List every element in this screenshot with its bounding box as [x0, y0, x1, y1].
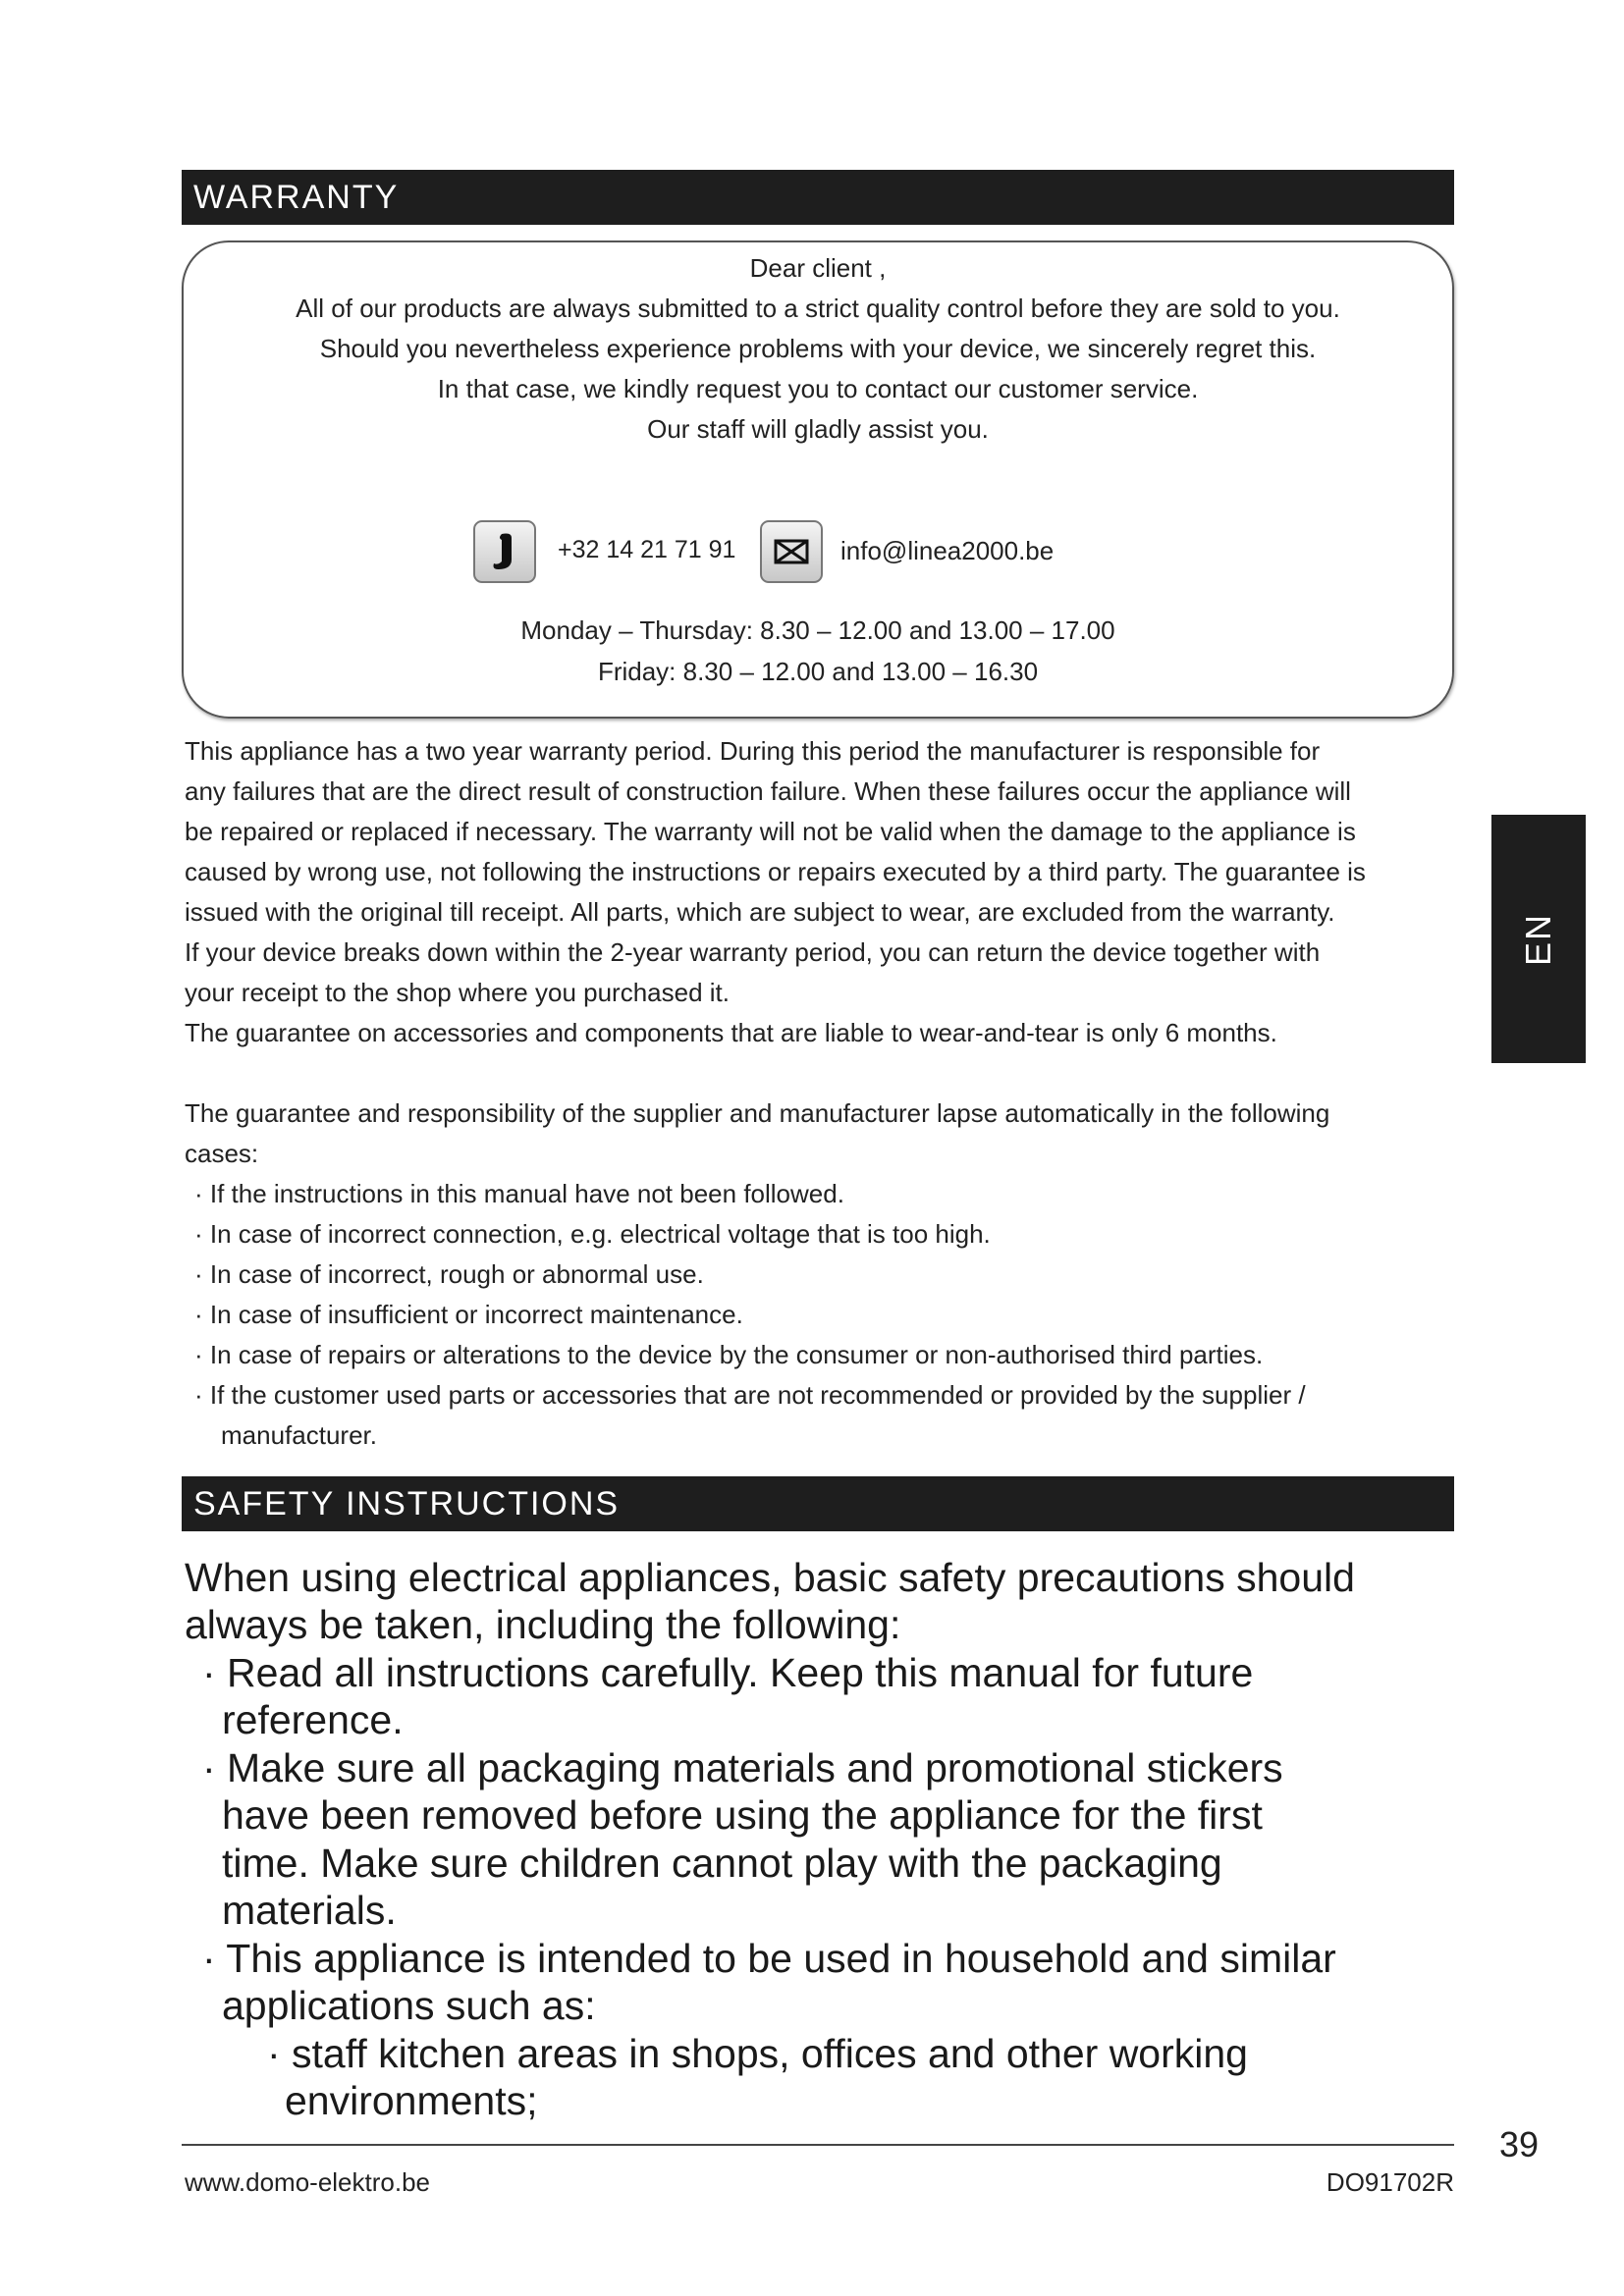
safety-intro-line: When using electrical appliances, basic safety precautions should — [185, 1555, 1355, 1600]
safety-heading: SAFETY INSTRUCTIONS — [182, 1476, 1454, 1531]
language-label: EN — [1517, 912, 1558, 966]
hours-line: Monday – Thursday: 8.30 – 12.00 and 13.00 – 17.00 — [520, 615, 1115, 645]
letter-line: All of our products are always submitted to a strict quality control before they are sold to you. — [296, 294, 1340, 323]
phone-icon — [473, 520, 536, 583]
letter-line: Should you nevertheless experience problems with your device, we sincerely regret this. — [319, 334, 1317, 363]
warranty-text-line: The guarantee on accessories and components that are liable to wear-and-tear is only 6 months. — [185, 1018, 1277, 1047]
phone-number: +32 14 21 71 91 — [558, 536, 736, 563]
lapse-bullet: · In case of incorrect, rough or abnormal use. — [194, 1259, 704, 1289]
letter-line: In that case, we kindly request you to contact our customer service. — [437, 374, 1199, 403]
language-tab — [1491, 815, 1586, 1063]
hours-line: Friday: 8.30 – 12.00 and 13.00 – 16.30 — [597, 657, 1039, 686]
lapse-bullet: · In case of repairs or alterations to the device by the consumer or non-authorised third parties. — [194, 1340, 1264, 1369]
safety-sub-bullet: · staff kitchen areas in shops, offices and other working — [267, 2031, 1248, 2076]
lapse-intro-line: cases: — [185, 1139, 259, 1168]
lapse-intro-line: The guarantee and responsibility of the supplier and manufacturer lapse automatically in the following — [185, 1098, 1330, 1128]
warranty-text-line: This appliance has a two year warranty period. During this period the manufacturer is responsible for — [185, 736, 1321, 766]
warranty-text-line: issued with the original till receipt. All parts, which are subject to wear, are excluded from the warranty. — [185, 897, 1335, 927]
safety-bullet: · Read all instructions carefully. Keep this manual for future — [202, 1650, 1254, 1695]
safety-intro-line: always be taken, including the following: — [185, 1602, 901, 1647]
safety-bullet-cont: applications such as: — [222, 1983, 596, 2028]
safety-bullet-cont: have been removed before using the appliance for the first — [222, 1792, 1263, 1838]
safety-bullet: · Make sure all packaging materials and promotional stickers — [202, 1745, 1283, 1790]
safety-bullet-cont: reference. — [222, 1697, 404, 1742]
lapse-bullet: · If the customer used parts or accessories that are not recommended or provided by the supplier / — [194, 1380, 1306, 1410]
warranty-text-line: If your device breaks down within the 2-year warranty period, you can return the device together with — [185, 937, 1321, 967]
safety-bullet-cont: time. Make sure children cannot play with the packaging — [222, 1841, 1222, 1886]
footer-divider — [182, 2144, 1454, 2146]
warranty-heading: WARRANTY — [182, 170, 1454, 225]
footer-website: www.domo-elektro.be — [185, 2167, 430, 2197]
letter-line: Dear client , — [749, 253, 887, 283]
mail-icon — [760, 520, 823, 583]
warranty-text-line: be repaired or replaced if necessary. The warranty will not be valid when the damage to the appliance is — [185, 817, 1356, 846]
safety-bullet: · This appliance is intended to be used in household and similar — [202, 1936, 1336, 1981]
warranty-text-line: your receipt to the shop where you purchased it. — [185, 978, 730, 1007]
footer-model: DO91702R — [1326, 2167, 1454, 2197]
email-address: info@linea2000.be — [840, 536, 1055, 565]
safety-bullet-cont: materials. — [222, 1888, 397, 1933]
lapse-bullet: · In case of insufficient or incorrect maintenance. — [194, 1300, 743, 1329]
safety-sub-bullet-cont: environments; — [285, 2078, 538, 2123]
warranty-text-line: any failures that are the direct result of construction failure. When these failures occur the appliance will — [185, 776, 1351, 806]
lapse-bullet-cont: manufacturer. — [221, 1420, 377, 1450]
warranty-text-line: caused by wrong use, not following the instructions or repairs executed by a third party. The guarantee is — [185, 857, 1366, 886]
lapse-bullet: · If the instructions in this manual have not been followed. — [194, 1179, 844, 1208]
page-number: 39 — [1499, 2124, 1540, 2164]
letter-line: Our staff will gladly assist you. — [647, 414, 989, 444]
lapse-bullet: · In case of incorrect connection, e.g. electrical voltage that is too high. — [194, 1219, 991, 1249]
